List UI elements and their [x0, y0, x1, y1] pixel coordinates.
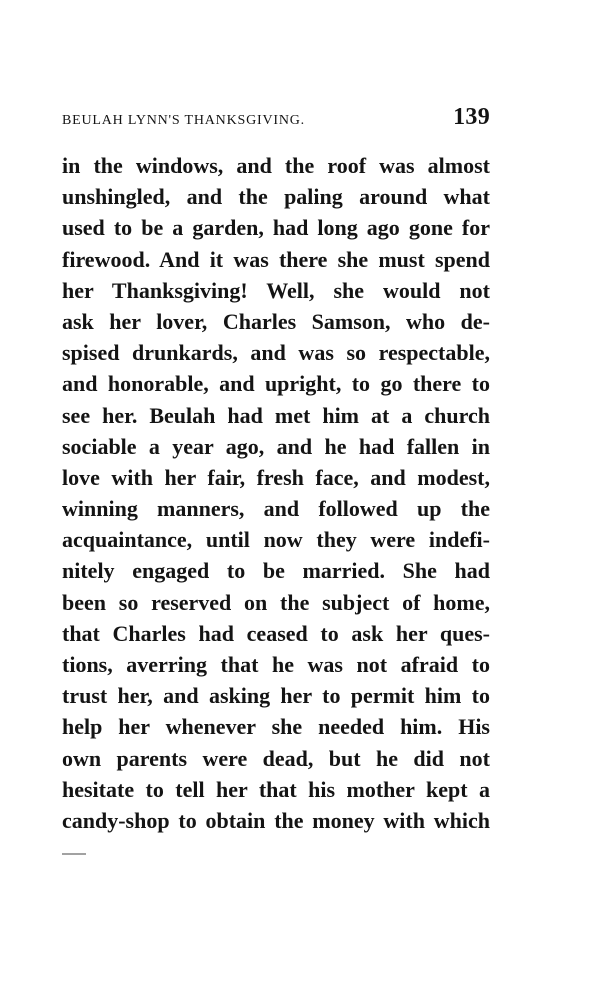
text-line: trust her, and asking her to permit him to — [62, 683, 490, 709]
text-line: candy-shop to obtain the money with which — [62, 807, 490, 833]
page-number: 139 — [453, 104, 490, 130]
text-line: hesitate to tell her that his mother kept a — [62, 776, 490, 802]
running-title: BEULAH LYNN'S THANKSGIVING. — [62, 113, 305, 128]
text-line: spised drunkards, and was so respectable, — [62, 340, 490, 366]
text-line: acquaintance, until now they were indefi- — [62, 527, 490, 553]
print-mark — [62, 853, 86, 855]
text-line: nitely engaged to be married. She had — [62, 558, 490, 584]
text-line: in the windows, and the roof was almost — [62, 153, 490, 178]
text-line: firewood. And it was there she must spend — [62, 246, 490, 272]
text-line: sociable a year ago, and he had fallen in — [62, 433, 490, 459]
text-line: own parents were dead, but he did not — [62, 745, 490, 771]
text-line: winning manners, and followed up the — [62, 496, 490, 522]
text-line: been so reserved on the subject of home, — [62, 589, 490, 615]
text-line: love with her fair, fresh face, and modest, — [62, 464, 490, 490]
text-line: help her whenever she needed him. His — [62, 714, 490, 740]
text-line: tions, averring that he was not afraid to — [62, 652, 490, 677]
text-line: and honorable, and upright, to go there to — [62, 371, 490, 397]
body-text — [62, 150, 490, 836]
text-line: her Thanksgiving! Well, she would not — [62, 277, 490, 303]
text-line: used to be a garden, had long ago gone for — [62, 215, 490, 241]
text-line: ask her lover, Charles Samson, who de- — [62, 308, 490, 334]
text-line: that Charles had ceased to ask her ques- — [62, 620, 490, 646]
running-header — [62, 104, 490, 132]
text-line: unshingled, and the paling around what — [62, 184, 490, 210]
text-line: see her. Beulah had met him at a church — [62, 402, 490, 428]
